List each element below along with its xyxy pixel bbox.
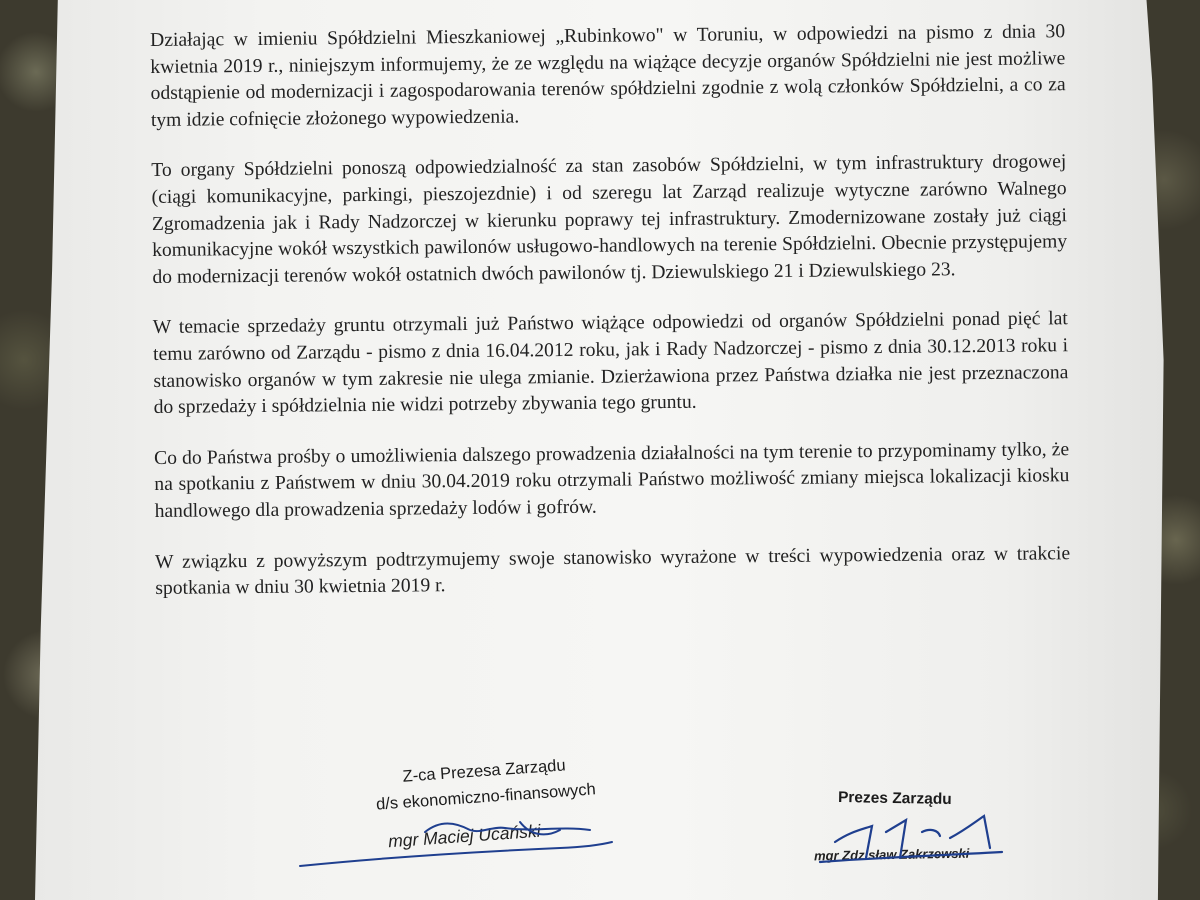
left-signatory-title-line2: d/s ekonomiczno-finansowych bbox=[375, 780, 597, 814]
left-signatory-title-line1: Z-ca Prezesa Zarządu bbox=[402, 756, 567, 786]
left-signatory-name: mgr Maciej Ucański bbox=[387, 820, 542, 852]
letter-body bbox=[150, 19, 1070, 602]
paragraph-responsibility: To organy Spółdzielni ponoszą odpowiedzialność za stan zasobów Spółdzielni, w tym infrastruktury drogowej (ciągi komunikacyjne, parkingi, pieszojezdnie) i od szeregu lat Zarząd realizuje wytyczne zarówno Walnego Zgromadzenia jak i Rady Nadzorczej w kierunku poprawy tej infrastruktury. Zmodernizowane zostały już ciągi komunikacyjne wokół wszystkich pawilonów usługowo-handlowych na terenie Spółdzielni. Obecnie przystępujemy do modernizacji terenów wokół ostatnich dwóch pawilonów tj. Dziewulskiego 21 i Dziewulskiego 23. bbox=[151, 151, 1068, 288]
paragraph-land-sale: W temacie sprzedaży gruntu otrzymali już Państwo wiążące odpowiedzi od organów Spółdzielni ponad pięć lat temu zarówno od Zarządu - pismo z dnia 16.04.2012 roku, jak i Rady Nadzorczej - pismo z dnia 30.12.2013 roku i stanowisko organów w tym zakresie nie ulega zmianie. Dzierżawiona przez Państwa działka nie jest przeznaczona do sprzedaży i spółdzielnia nie widzi potrzeby zbywania tego gruntu. bbox=[152, 308, 1069, 419]
paragraph-intro: Działając w imieniu Spółdzielni Mieszkaniowej „Rubinkowo" w Toruniu, w odpowiedzi na pismo z dnia 30 kwietnia 2019 r., niniejszym informujemy, że ze względu na wiążące decyzje organów Spółdzielni nie jest możliwe odstąpienie od modernizacji i zagospodarowania terenów spółdzielni zgodnie z wolą członków Spółdzielni, a co za tym idzie cofnięcie złożonego wypowiedzenia. bbox=[150, 21, 1066, 131]
paragraph-kiosk: Co do Państwa prośby o umożliwienia dalszego prowadzenia działalności na tym terenie to przypominamy tylko, że na spotkaniu z Państwem w dniu 30.04.2019 roku otrzymali Państwo możliwość zmiany miejsca lokalizacji kiosku handlowego dla prowadzenia sprzedaży lodów i gofrów. bbox=[154, 438, 1070, 522]
right-signatory-title: Prezes Zarządu bbox=[837, 789, 952, 808]
paragraph-conclusion: W związku z powyższym podtrzymujemy swoje stanowisko wyrażone w treści wypowiedzenia oraz w trakcie spotkania w dniu 30 kwietnia 2019 r. bbox=[155, 542, 1071, 600]
right-signatory-name: mgr Zdzisław Zakrzewski bbox=[813, 845, 970, 864]
